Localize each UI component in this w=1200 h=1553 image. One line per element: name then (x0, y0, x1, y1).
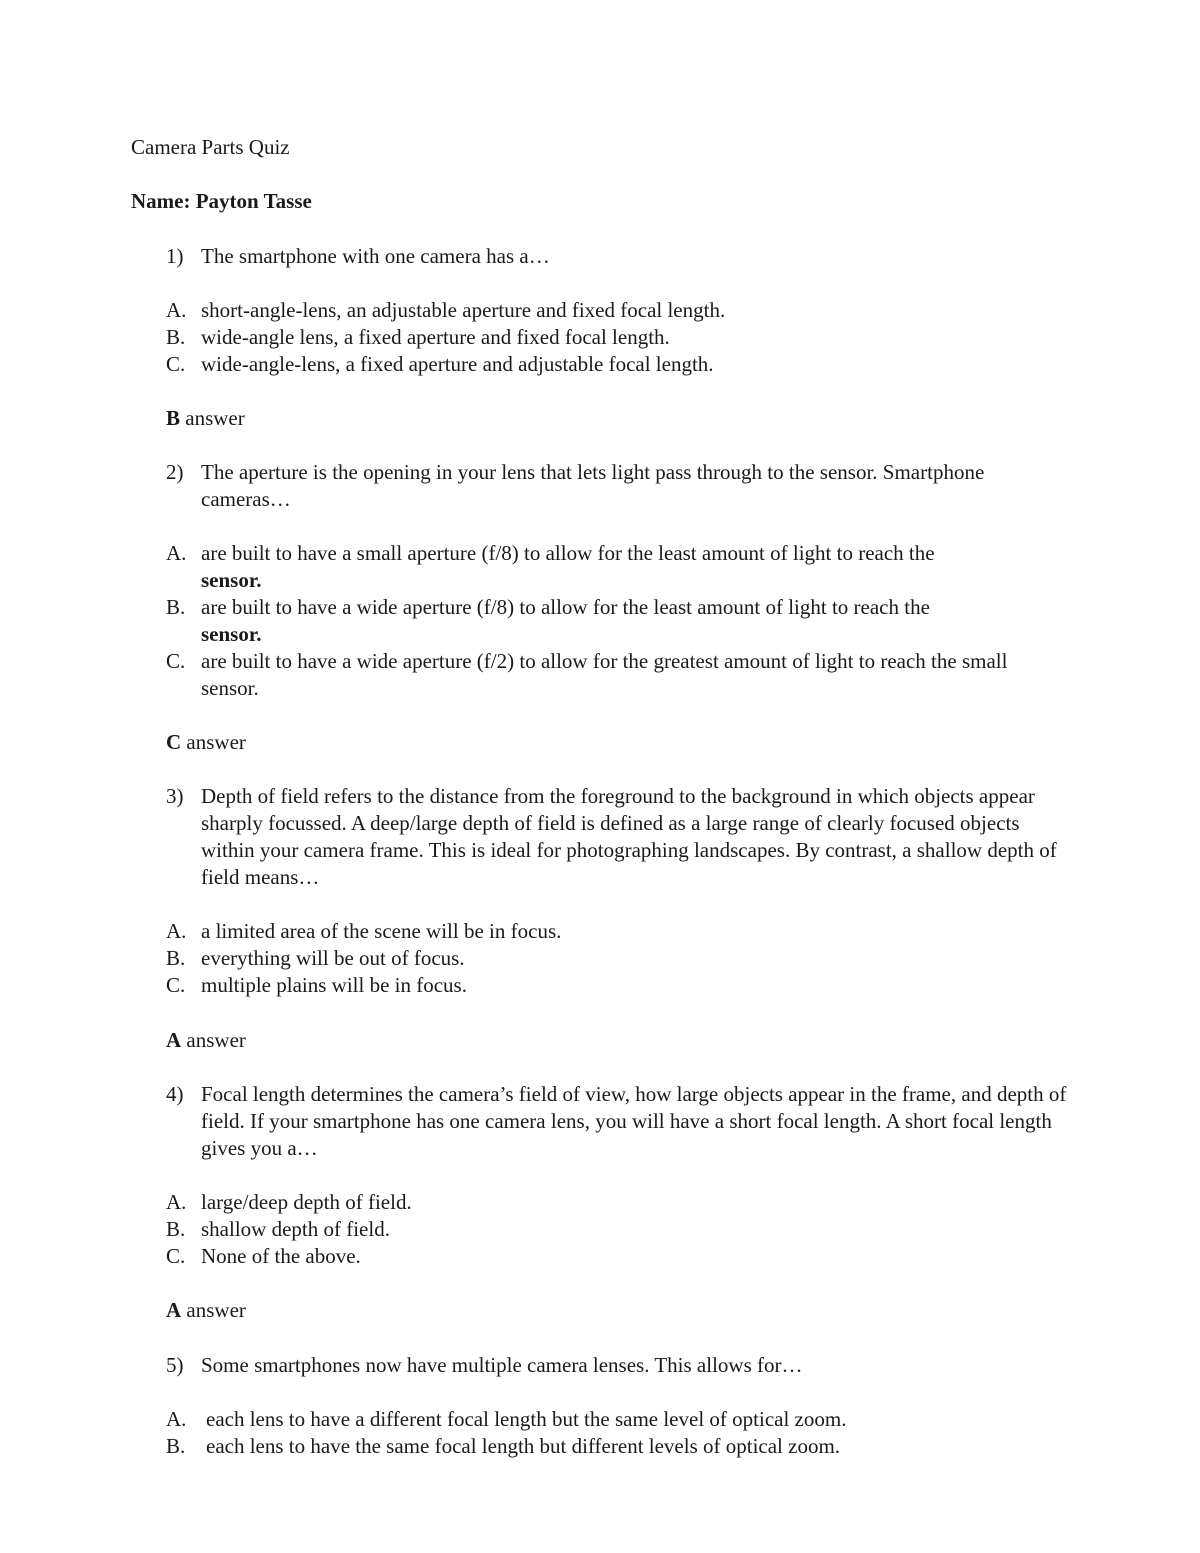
student-name-line (131, 188, 312, 215)
option-text: None of the above. (201, 1244, 361, 1268)
question-number: 5) (166, 1353, 184, 1377)
option-letter: B. (166, 595, 186, 619)
option-letter: A. (166, 541, 187, 565)
question-5-options (166, 1406, 1086, 1460)
question-3-answer (166, 1027, 246, 1054)
student-name: Payton Tasse (195, 189, 312, 213)
question-number: 3) (166, 784, 184, 808)
option-b (166, 324, 1086, 351)
option-text: each lens to have the same focal length but different levels of optical zoom. (206, 1434, 841, 1458)
question-number: 4) (166, 1082, 184, 1106)
question-number: 1) (166, 244, 184, 268)
quiz-title: Camera Parts Quiz (131, 135, 290, 159)
question-text: The aperture is the opening in your lens that lets light pass through to the sensor. Smartphone cameras… (201, 460, 985, 511)
option-text: wide-angle lens, a fixed aperture and fixed focal length. (201, 325, 670, 349)
option-letter: A. (166, 298, 187, 322)
option-letter: C. (166, 1244, 186, 1268)
option-c (166, 648, 1086, 702)
option-letter: A. (166, 919, 187, 943)
question-4 (166, 1081, 1086, 1162)
question-2-answer (166, 729, 246, 756)
option-letter: B. (166, 1434, 186, 1458)
option-b (166, 594, 1086, 648)
option-c (166, 351, 1086, 378)
question-1 (166, 243, 1086, 270)
option-text: large/deep depth of field. (201, 1190, 412, 1214)
question-number: 2) (166, 460, 184, 484)
question-text: Focal length determines the camera’s field of view, how large objects appear in the frame, and depth of field. If your smartphone has one camera lens, you will have a short focal length. A short focal length gives you a… (201, 1082, 1067, 1160)
question-3-options (166, 918, 1086, 999)
option-b (166, 1433, 1086, 1460)
option-letter: B. (166, 325, 186, 349)
option-text: are built to have a wide aperture (f/8) to allow for the least amount of light to reach the (201, 595, 930, 619)
option-text: each lens to have a different focal length but the same level of optical zoom. (206, 1407, 847, 1431)
question-text: Some smartphones now have multiple camera lenses. This allows for… (201, 1353, 803, 1377)
option-text-continued: sensor. (201, 568, 262, 592)
option-c (166, 1243, 1086, 1270)
option-letter: B. (166, 946, 186, 970)
option-a (166, 1406, 1086, 1433)
option-letter: B. (166, 1217, 186, 1241)
option-text: are built to have a small aperture (f/8) to allow for the least amount of light to reach the (201, 541, 935, 565)
option-a (166, 297, 1086, 324)
answer-letter: C (166, 730, 182, 754)
answer-letter: A (166, 1028, 182, 1052)
name-label: Name: (131, 189, 191, 213)
option-text: shallow depth of field. (201, 1217, 390, 1241)
option-letter: C. (166, 973, 186, 997)
option-a (166, 540, 1086, 594)
question-3 (166, 783, 1086, 891)
answer-word: answer (185, 406, 245, 430)
question-1-options (166, 297, 1086, 378)
question-text: Depth of field refers to the distance from the foreground to the background in which objects appear sharply focussed. A deep/large depth of field is defined as a large range of clearly focused objects within your camera frame. This is ideal for photographing landscapes. By contrast, a shallow depth of field means… (201, 784, 1057, 889)
option-letter: C. (166, 352, 186, 376)
option-text: multiple plains will be in focus. (201, 973, 467, 997)
option-text: short-angle-lens, an adjustable aperture and fixed focal length. (201, 298, 726, 322)
option-c (166, 972, 1086, 999)
answer-word: answer (186, 730, 246, 754)
question-1-answer (166, 405, 245, 432)
option-a (166, 1189, 1086, 1216)
option-text: are built to have a wide aperture (f/2) to allow for the greatest amount of light to reach the small sensor. (201, 649, 1008, 700)
question-4-options (166, 1189, 1086, 1270)
question-4-answer (166, 1297, 246, 1324)
answer-letter: B (166, 406, 181, 430)
option-letter: A. (166, 1190, 187, 1214)
option-text-continued: sensor. (201, 622, 262, 646)
option-letter: C. (166, 649, 186, 673)
option-b (166, 945, 1086, 972)
option-text: wide-angle-lens, a fixed aperture and adjustable focal length. (201, 352, 714, 376)
question-2-options (166, 540, 1086, 702)
option-a (166, 918, 1086, 945)
question-5 (166, 1352, 1086, 1379)
question-2 (166, 459, 1086, 513)
answer-word: answer (186, 1028, 246, 1052)
answer-word: answer (186, 1298, 246, 1322)
answer-letter: A (166, 1298, 182, 1322)
option-text: a limited area of the scene will be in focus. (201, 919, 562, 943)
question-text: The smartphone with one camera has a… (201, 244, 550, 268)
option-letter: A. (166, 1407, 187, 1431)
option-text: everything will be out of focus. (201, 946, 465, 970)
option-b (166, 1216, 1086, 1243)
